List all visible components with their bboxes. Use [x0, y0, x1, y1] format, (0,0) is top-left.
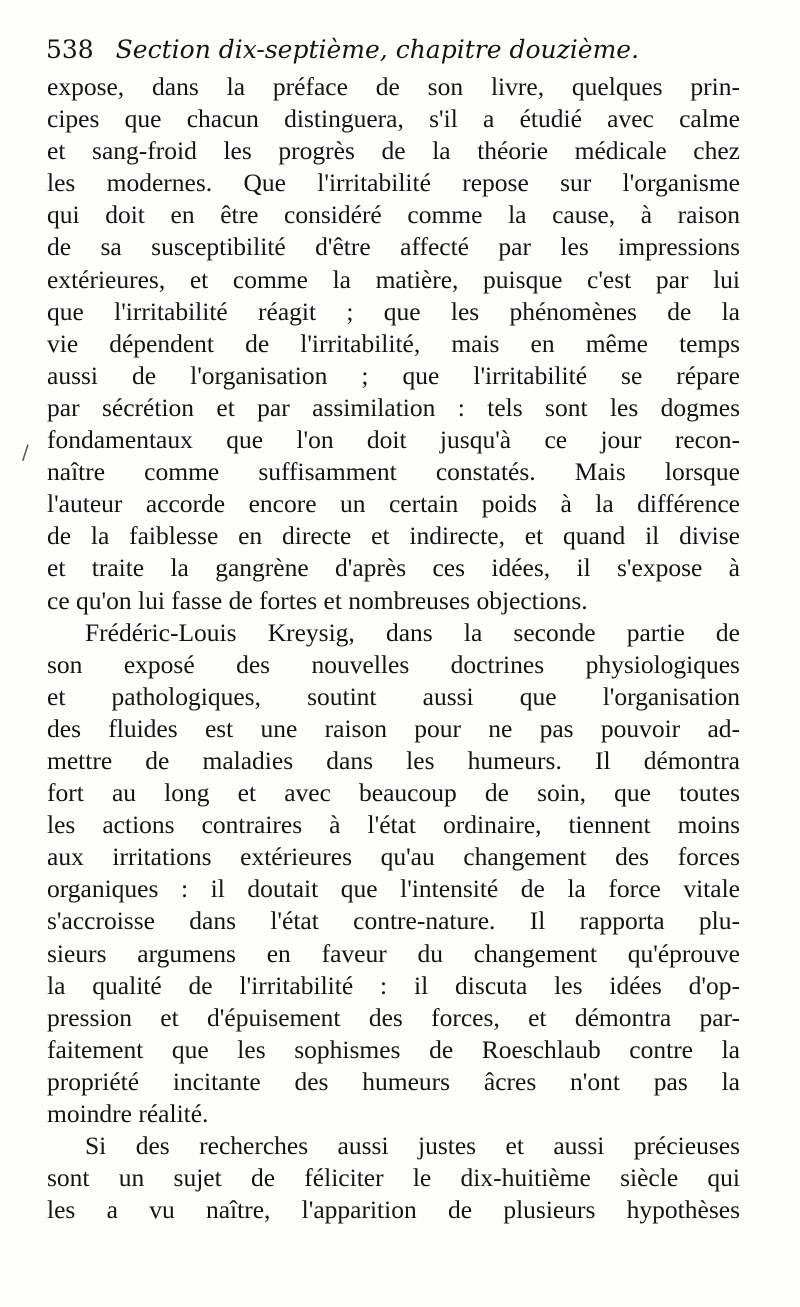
text-line: des fluides est une raison pour ne pas pouvoir ad- [47, 713, 740, 743]
text-line: les modernes. Que l'irritabilité repose sur l'organisme [47, 168, 740, 198]
text-line: de la faiblesse en directe et indirecte, et quand il divise [47, 521, 740, 551]
text-line: que l'irritabilité réagit ; que les phénomènes de la [47, 296, 740, 326]
text-line: fondamentaux que l'on doit jusqu'à ce jour recon- [47, 425, 740, 455]
text-line: qui doit en être considéré comme la cause, à raison [47, 200, 740, 230]
text-line: faitement que les sophismes de Roeschlaub contre la [47, 1034, 740, 1064]
text-line: Si des recherches aussi justes et aussi précieuses [85, 1131, 740, 1161]
text-line: et sang-froid les progrès de la théorie médicale chez [47, 136, 740, 166]
text-line: par sécrétion et par assimilation : tels sont les dogmes [47, 392, 740, 422]
text-line: s'accroisse dans l'état contre-nature. Il rapporta plu- [47, 906, 740, 936]
text-line: pression et d'épuisement des forces, et démontra par- [47, 1002, 740, 1032]
text-line: sont un sujet de féliciter le dix-huitième siècle qui [47, 1163, 740, 1193]
text-line: son exposé des nouvelles doctrines physiologiques [47, 649, 740, 679]
text-line: propriété incitante des humeurs âcres n'ont pas la [47, 1066, 740, 1096]
text-line: moindre réalité. [47, 1099, 209, 1128]
text-line: Frédéric-Louis Kreysig, dans la seconde partie de [85, 617, 740, 647]
margin-mark: / [22, 440, 29, 464]
text-line: organiques : il doutait que l'intensité de la force vitale [47, 874, 740, 904]
text-line: les actions contraires à l'état ordinaire, tiennent moins [47, 810, 740, 840]
text-line: la qualité de l'irritabilité : il discuta les idées d'op- [47, 970, 740, 1000]
text-line: les a vu naître, l'apparition de plusieurs hypothèses [47, 1195, 740, 1225]
text-line: et traite la gangrène d'après ces idées, il s'expose à [47, 553, 740, 583]
text-line: et pathologiques, soutint aussi que l'organisation [47, 681, 740, 711]
text-line: vie dépendent de l'irritabilité, mais en même temps [47, 328, 740, 358]
text-line: ce qu'on lui fasse de fortes et nombreuses objections. [47, 585, 588, 615]
page-header [46, 30, 746, 70]
page-number: 538 [46, 35, 94, 64]
text-line: fort au long et avec beaucoup de soin, que toutes [47, 778, 740, 808]
text-line: naître comme suffisamment constatés. Mais lorsque [47, 457, 740, 487]
text-line: de sa susceptibilité d'être affecté par les impressions [47, 232, 740, 262]
text-line: sieurs argumens en faveur du changement qu'éprouve [47, 938, 740, 968]
text-line: aussi de l'organisation ; que l'irritabilité se répare [47, 360, 740, 390]
text-line: cipes que chacun distinguera, s'il a étudié avec calme [47, 104, 740, 134]
running-title: Section dix-septième, chapitre douzième. [115, 35, 640, 64]
text-line: extérieures, et comme la matière, puisque c'est par lui [47, 264, 740, 294]
body-text [47, 71, 740, 1226]
text-line: l'auteur accorde encore un certain poids à la différence [47, 489, 740, 519]
text-line: aux irritations extérieures qu'au changement des forces [47, 842, 740, 872]
text-line: expose, dans la préface de son livre, quelques prin- [47, 72, 740, 101]
text-line: mettre de maladies dans les humeurs. Il démontra [47, 745, 740, 775]
